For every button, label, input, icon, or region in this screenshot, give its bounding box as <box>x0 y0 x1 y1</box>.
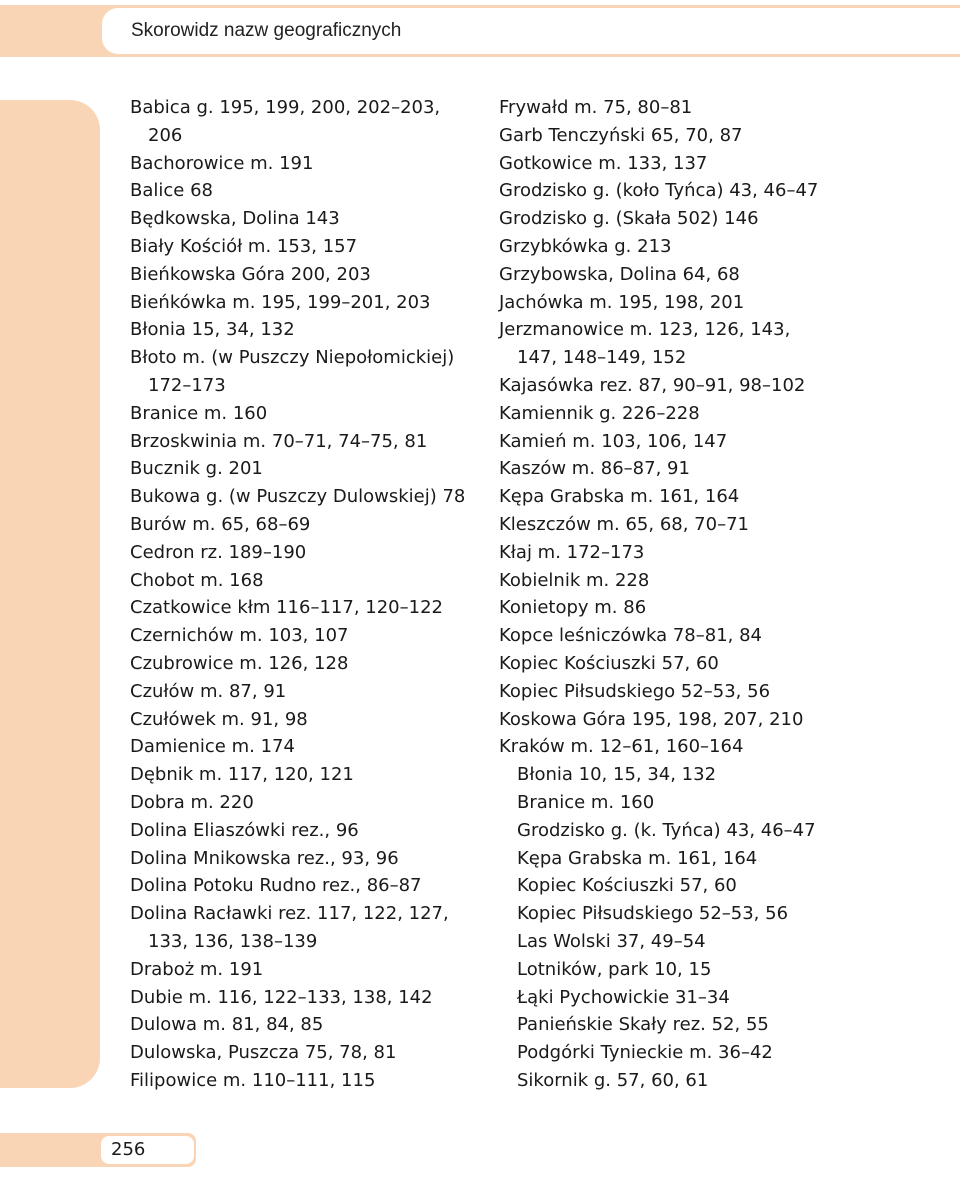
index-entry: Czubrowice m. 126, 128 <box>130 652 349 674</box>
index-entry: Las Wolski 37, 49–54 <box>517 930 706 952</box>
index-entry: Czułówek m. 91, 98 <box>130 708 308 730</box>
index-entry: Grodzisko g. (Skała 502) 146 <box>499 208 759 230</box>
index-entry: Dolina Mnikowska rez., 93, 96 <box>130 847 399 869</box>
index-entry: 147, 148–149, 152 <box>517 347 687 369</box>
index-entry: Kopiec Kościuszki 57, 60 <box>517 875 737 897</box>
page-number: 256 <box>111 1139 146 1160</box>
index-entry: Bachorowice m. 191 <box>130 152 314 174</box>
index-entry: Kamiennik g. 226–228 <box>499 402 700 424</box>
index-entry: Burów m. 65, 68–69 <box>130 513 311 535</box>
index-entry: Dolina Eliaszówki rez., 96 <box>130 819 359 841</box>
index-entry: Podgórki Tynieckie m. 36–42 <box>517 1042 773 1064</box>
index-entry: Balice 68 <box>130 180 213 202</box>
index-entry: Dolina Potoku Rudno rez., 86–87 <box>130 875 422 897</box>
index-entry: Frywałd m. 75, 80–81 <box>499 97 693 118</box>
index-entry: Dubie m. 116, 122–133, 138, 142 <box>130 986 433 1008</box>
index-entry: Konietopy m. 86 <box>499 597 647 619</box>
index-entry: Dulowa m. 81, 84, 85 <box>130 1014 324 1036</box>
index-entry: Kraków m. 12–61, 160–164 <box>499 736 744 758</box>
index-entry: Kępa Grabska m. 161, 164 <box>499 486 740 508</box>
index-entry: Dolina Racławki rez. 117, 122, 127, <box>130 903 449 925</box>
index-entry: Branice m. 160 <box>130 402 268 424</box>
index-entry: 206 <box>148 124 183 146</box>
index-column-left <box>130 94 465 1095</box>
index-entry: 133, 136, 138–139 <box>148 930 318 952</box>
index-entry: Kopiec Piłsudskiego 52–53, 56 <box>499 680 771 702</box>
index-entry: Błoto m. (w Puszczy Niepołomickiej) <box>130 347 455 369</box>
index-entry: Panieńskie Skały rez. 52, 55 <box>517 1014 769 1036</box>
index-entry: 172–173 <box>148 374 226 396</box>
index-entry: Kamień m. 103, 106, 147 <box>499 430 728 452</box>
index-entry: Grodzisko g. (koło Tyńca) 43, 46–47 <box>499 180 819 202</box>
index-entry: Kobielnik m. 228 <box>499 569 650 591</box>
index-entry: Dulowska, Puszcza 75, 78, 81 <box>130 1042 397 1064</box>
index-entry: Bukowa g. (w Puszczy Dulowskiej) 78 <box>130 486 466 508</box>
index-entry: Filipowice m. 110–111, 115 <box>130 1069 376 1091</box>
index-entry: Damienice m. 174 <box>130 736 295 758</box>
side-tab-decoration <box>0 100 100 1088</box>
index-entry: Jachówka m. 195, 198, 201 <box>499 291 745 313</box>
index-entry: Będkowska, Dolina 143 <box>130 208 340 230</box>
index-entry: Grzybowska, Dolina 64, 68 <box>499 263 740 285</box>
index-entry: Dębnik m. 117, 120, 121 <box>130 764 354 786</box>
index-entry: Chobot m. 168 <box>130 569 264 591</box>
index-entry: Brzoskwinia m. 70–71, 74–75, 81 <box>130 430 428 452</box>
index-entry: Kłaj m. 172–173 <box>499 541 645 563</box>
index-entry: Grzybkówka g. 213 <box>499 235 672 257</box>
index-entry: Kopiec Piłsudskiego 52–53, 56 <box>517 903 789 925</box>
index-entry: Kopiec Kościuszki 57, 60 <box>499 652 719 674</box>
index-entry: Garb Tenczyński 65, 70, 87 <box>499 124 743 146</box>
index-entry: Dobra m. 220 <box>130 791 254 813</box>
index-entry: Gotkowice m. 133, 137 <box>499 152 708 174</box>
index-entry: Bucznik g. 201 <box>130 458 263 480</box>
index-entry: Sikornik g. 57, 60, 61 <box>517 1069 709 1091</box>
index-entry: Branice m. 160 <box>517 791 655 813</box>
index-column-right <box>499 94 818 1095</box>
index-entry: Kępa Grabska m. 161, 164 <box>517 847 758 869</box>
index-entry: Łąki Pychowickie 31–34 <box>517 986 730 1008</box>
index-entry: Babica g. 195, 199, 200, 202–203, <box>130 97 441 118</box>
index-entry: Kajasówka rez. 87, 90–91, 98–102 <box>499 374 806 396</box>
index-entry: Kleszczów m. 65, 68, 70–71 <box>499 513 749 535</box>
index-entry: Błonia 10, 15, 34, 132 <box>517 764 717 786</box>
index-entry: Kopce leśniczówka 78–81, 84 <box>499 625 762 647</box>
index-entry: Kaszów m. 86–87, 91 <box>499 458 690 480</box>
index-entry: Czułów m. 87, 91 <box>130 680 287 702</box>
index-entry: Czernichów m. 103, 107 <box>130 625 349 647</box>
index-entry: Błonia 15, 34, 132 <box>130 319 295 341</box>
index-entry: Bieńkówka m. 195, 199–201, 203 <box>130 291 431 313</box>
index-entry: Lotników, park 10, 15 <box>517 958 712 980</box>
index-entry: Bieńkowska Góra 200, 203 <box>130 263 371 285</box>
index-entry: Grodzisko g. (k. Tyńca) 43, 46–47 <box>517 819 816 841</box>
index-entry: Draboż m. 191 <box>130 958 264 980</box>
page-title: Skorowidz nazw geograficznych <box>131 20 402 41</box>
index-entry: Biały Kościół m. 153, 157 <box>130 235 358 257</box>
index-entry: Jerzmanowice m. 123, 126, 143, <box>499 319 791 341</box>
index-entry: Cedron rz. 189–190 <box>130 541 307 563</box>
index-entry: Koskowa Góra 195, 198, 207, 210 <box>499 708 804 730</box>
index-entry: Czatkowice kłm 116–117, 120–122 <box>130 597 443 619</box>
